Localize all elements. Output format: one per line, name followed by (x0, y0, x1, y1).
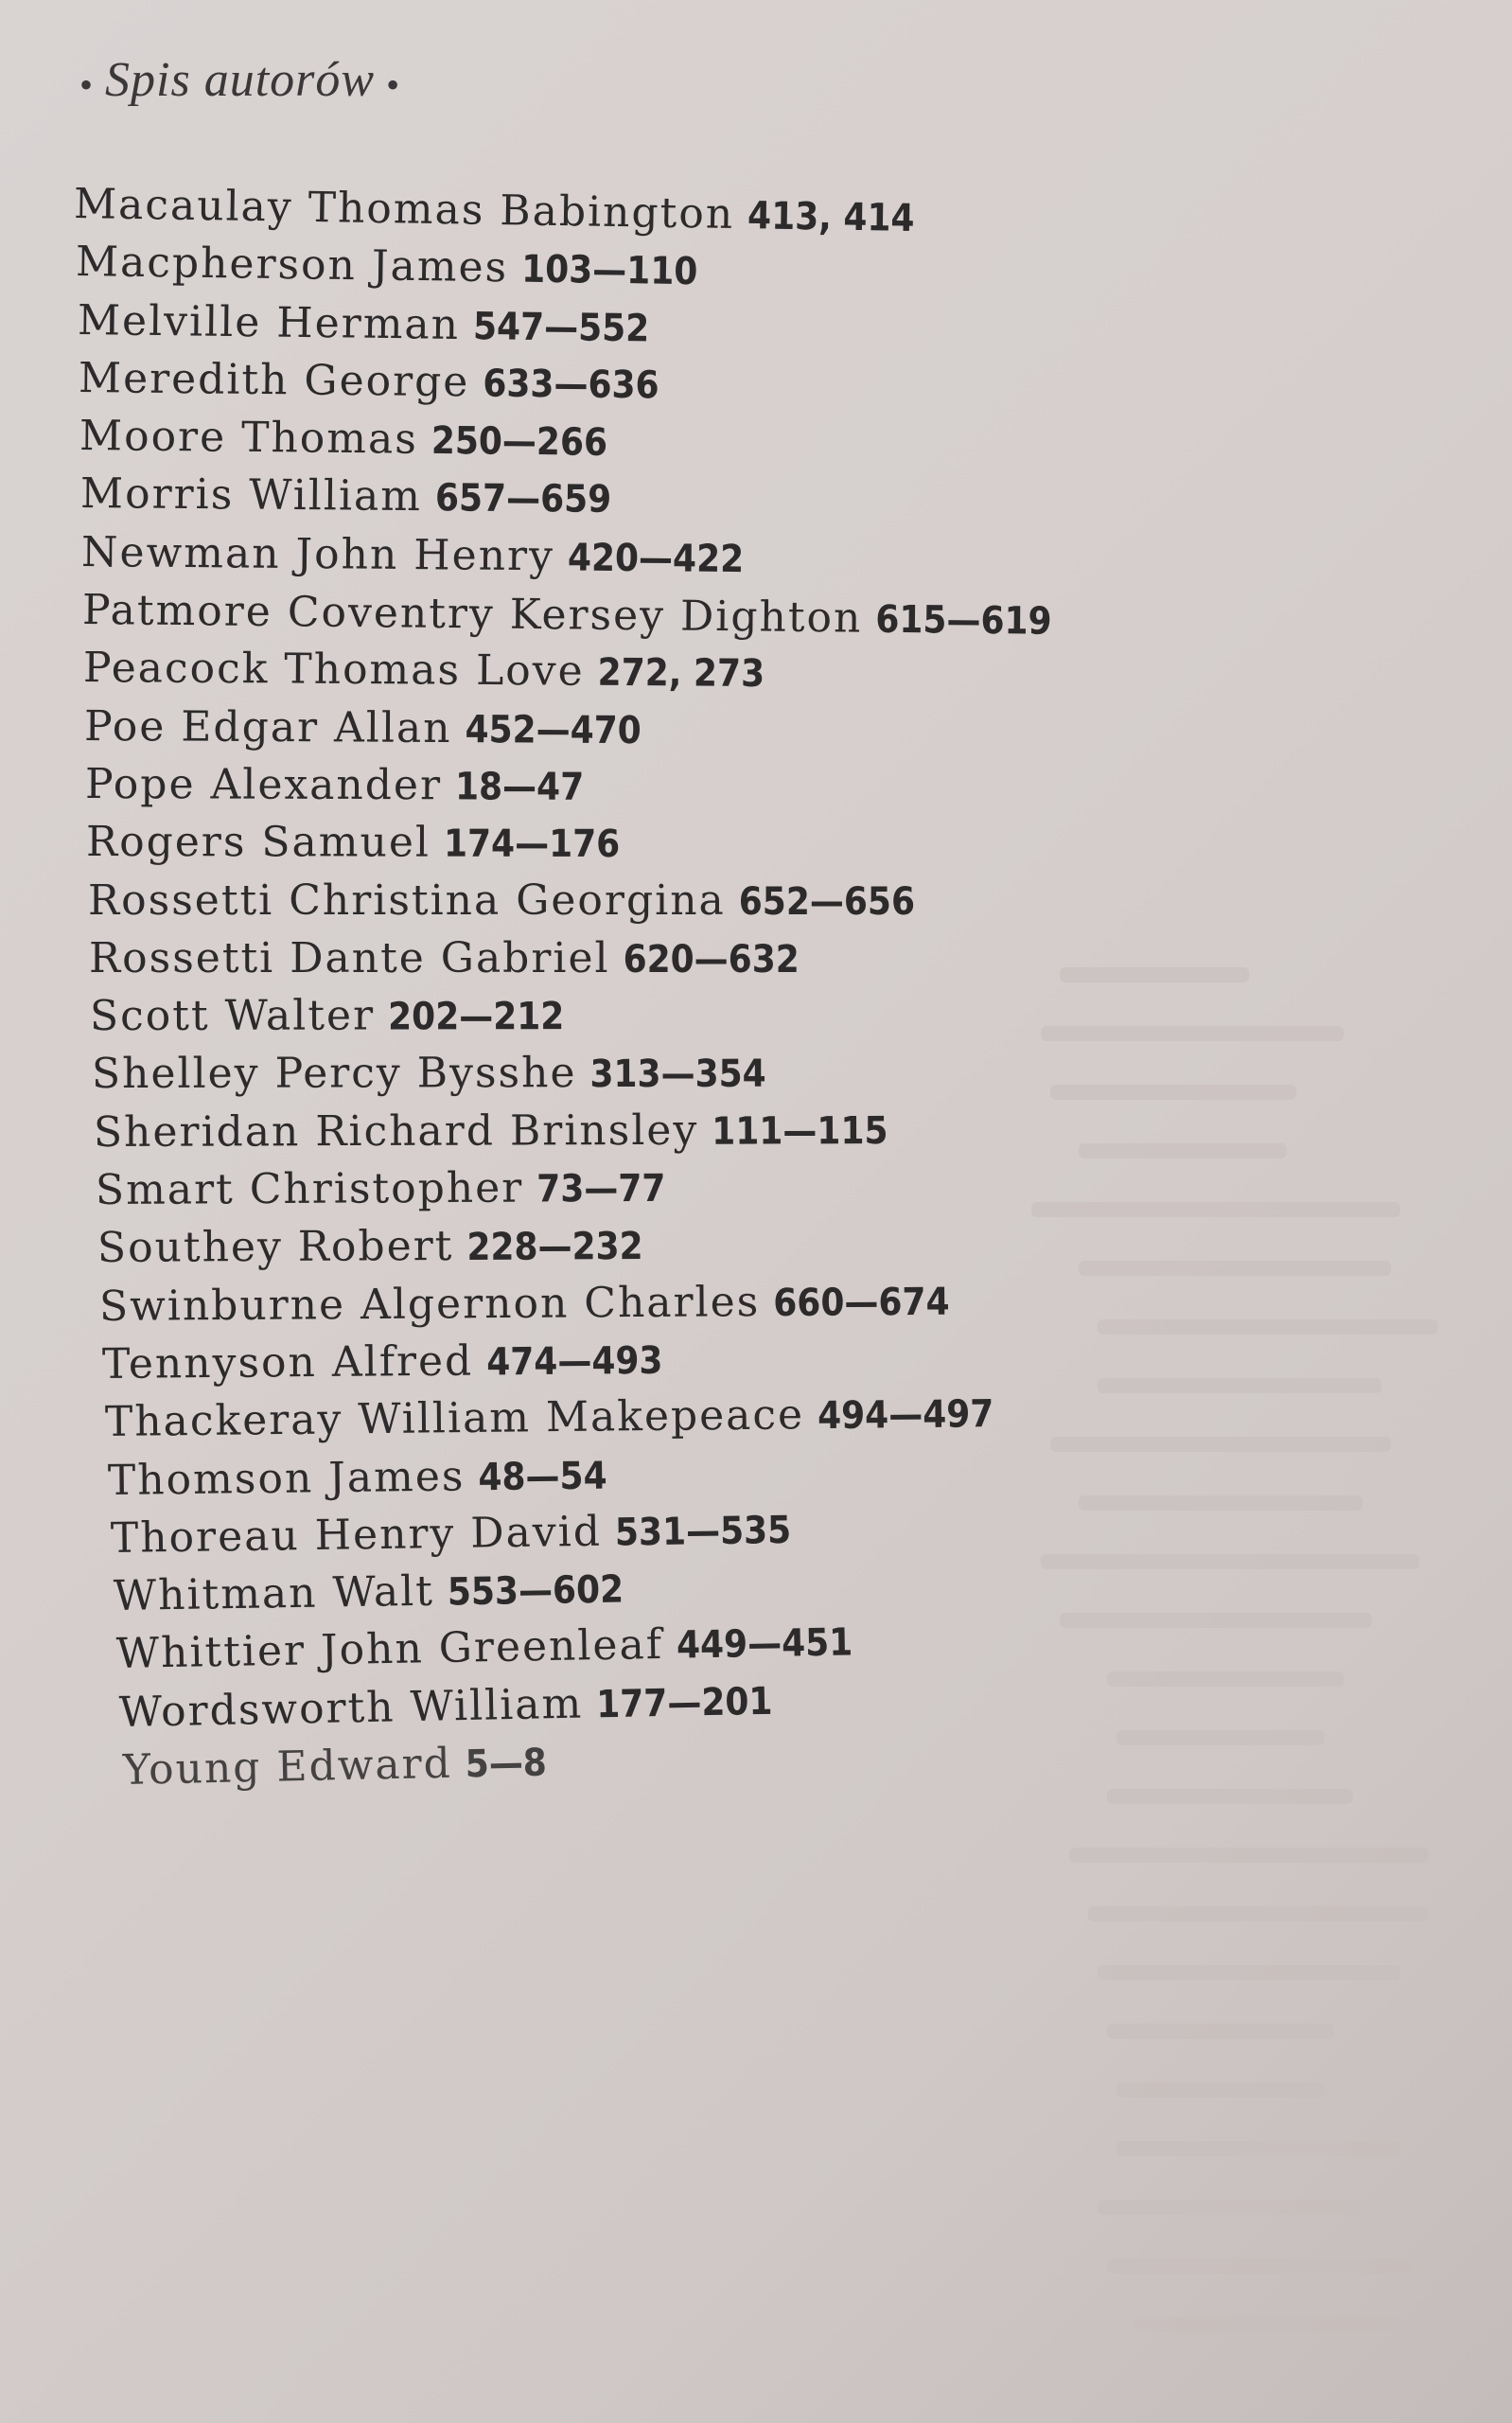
author-name: Rogers Samuel (85, 818, 431, 867)
page-range: 228—232 (466, 1225, 643, 1270)
author-name: Thackeray William Makepeace (104, 1390, 805, 1447)
list-item (99, 1274, 1304, 1340)
author-name: Shelley Percy Bysshe (91, 1049, 577, 1099)
author-name: Poe Edgar Allan (83, 701, 452, 752)
list-item (84, 702, 1304, 767)
author-name: Patmore Coventry Kersey Dighton (81, 586, 863, 643)
page-range: 474—493 (486, 1338, 663, 1385)
list-item (81, 528, 1304, 597)
page-range: 103—110 (520, 247, 698, 294)
page-range: 413, 414 (747, 194, 915, 240)
list-item (88, 876, 1304, 934)
author-name: Whittier John Greenleaf (115, 1620, 664, 1679)
list-item (86, 818, 1304, 878)
page-range: 531—535 (614, 1508, 792, 1555)
page-range: 5—8 (465, 1741, 548, 1787)
list-item (85, 760, 1304, 822)
header-bullet-right: • (386, 62, 401, 106)
page-range: 202—212 (388, 995, 565, 1039)
author-name: Southey Robert (97, 1222, 454, 1273)
author-name: Whitman Walt (113, 1566, 435, 1621)
header-bullet-left: • (79, 62, 95, 106)
author-name: Tennyson Alfred (101, 1336, 474, 1388)
list-item (83, 644, 1304, 710)
author-name: Newman John Henry (80, 527, 555, 581)
page-range: 48—54 (478, 1454, 607, 1499)
page-range: 420—422 (567, 536, 745, 581)
list-item (92, 1048, 1304, 1108)
author-name: Macpherson James (75, 238, 509, 292)
author-index-list (74, 180, 1304, 1804)
author-name: Meredith George (78, 353, 470, 407)
page-range: 494—497 (817, 1392, 994, 1439)
author-name: Young Edward (122, 1739, 453, 1795)
page-range: 452—470 (465, 707, 642, 752)
page-range: 553—602 (447, 1567, 624, 1615)
list-item (80, 469, 1304, 539)
page-range: 111—115 (712, 1108, 888, 1154)
page-range: 615—619 (875, 597, 1052, 644)
page-range: 177—201 (595, 1679, 773, 1727)
page-range: 18—47 (454, 765, 585, 809)
list-item (94, 1104, 1304, 1166)
author-name: Rossetti Dante Gabriel (89, 933, 610, 982)
page-range: 449—451 (676, 1620, 853, 1669)
list-item (89, 934, 1304, 992)
page-range: 657—659 (434, 476, 612, 522)
page-range: 174—176 (443, 822, 621, 867)
author-name: Macaulay Thomas Babington (73, 180, 735, 239)
author-name: Swinburne Algernon Charles (98, 1277, 761, 1331)
author-name: Pope Alexander (84, 759, 443, 810)
page-range: 652—656 (738, 879, 915, 924)
page-range: 620—632 (623, 937, 800, 982)
list-item (96, 1159, 1304, 1224)
page-range: 73—77 (536, 1166, 666, 1212)
page-range: 313—354 (589, 1052, 766, 1097)
page-header (68, 52, 412, 108)
author-name: Rossetti Christina Georgina (88, 875, 726, 925)
author-name: Morris William (79, 469, 423, 522)
author-name: Scott Walter (89, 991, 376, 1041)
author-name: Moore Thomas (79, 412, 419, 464)
author-name: Melville Herman (77, 295, 461, 349)
page-range: 547—552 (472, 304, 650, 350)
author-name: Thoreau Henry David (110, 1507, 603, 1563)
page-range: 250—266 (431, 419, 608, 466)
list-item (90, 990, 1304, 1051)
page-range: 272, 273 (597, 651, 765, 697)
header-title: Spis autorów (105, 53, 376, 107)
author-name: Peacock Thomas Love (82, 644, 585, 697)
page-range: 660—674 (773, 1280, 950, 1325)
list-item (97, 1218, 1304, 1282)
page-range: 633—636 (483, 362, 659, 408)
author-name: Smart Christopher (95, 1163, 524, 1215)
author-name: Thomson James (107, 1451, 466, 1505)
author-name: Wordsworth William (118, 1679, 584, 1737)
author-name: Sheridan Richard Brinsley (93, 1105, 699, 1157)
